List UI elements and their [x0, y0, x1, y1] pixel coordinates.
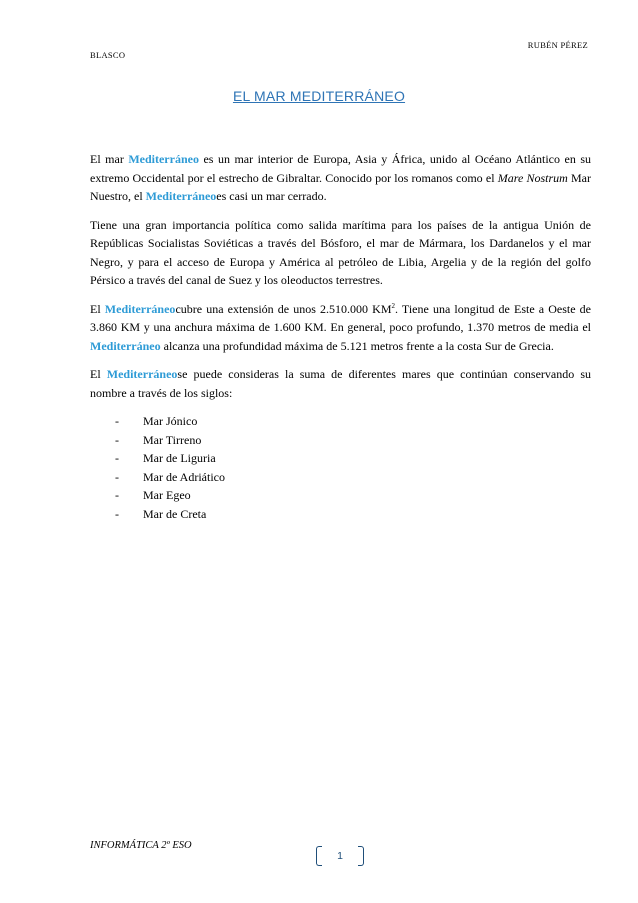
list-bullet: - [115, 506, 119, 521]
seas-list [90, 412, 591, 523]
list-item-label: Mar Tirreno [143, 432, 202, 447]
list-item [115, 449, 591, 468]
paragraph-2: Tiene una gran importancia política como salida marítima para los países de la antigua Unión de Repúblicas Socialistas Soviéticas a través del Bósforo, el mar de Mármara, los Dardanelos y el mar Negro, y para el acceso de Europa y América al petróleo de Libia, Argelia y de la región del golfo Pérsico a través del canal de Suez y los oleoductos terrestres. [90, 217, 591, 287]
list-item-label: Mar Jónico [143, 414, 198, 428]
paragraph-4 [90, 365, 591, 402]
p4-text-a: El [90, 367, 107, 381]
highlight-mediterraneo: Mediterráneo [90, 338, 161, 353]
p1-text-b: es un mar interior de Europa, Asia y África, unido al Océano Atlántico en su extremo Occidental por el estrecho de Gibraltar. Conocido por los romanos como el [90, 152, 591, 185]
p1-text-d: es casi un mar cerrado. [216, 189, 327, 203]
p4-text-b: se puede consideras la suma de diferentes mares que continúan conservando su nombre a través de los siglos: [90, 367, 591, 400]
list-item [115, 431, 591, 450]
list-item [115, 486, 591, 505]
list-item [115, 505, 591, 524]
list-item-label: Mar de Adriático [143, 469, 225, 484]
p3-text-b: cubre una extensión de unos 2.510.000 KM [175, 301, 392, 316]
page-title: EL MAR MEDITERRÁNEO [232, 88, 406, 104]
list-item-label: Mar de Liguria [143, 451, 216, 465]
list-bullet: - [115, 432, 119, 447]
list-item-label: Mar de Creta [143, 506, 207, 521]
highlight-mediterraneo: Mediterráneo [106, 367, 178, 381]
page-number: 1 [337, 850, 343, 862]
list-item-label: Mar Egeo [143, 488, 191, 502]
p3-superscript: 2 [391, 301, 396, 310]
p3-text-d: alcanza una profundidad máxima de 5.121 metros frente a la costa Sur de Grecia. [160, 338, 554, 353]
p1-italic-mare-nostrum: Mare Nostrum [497, 170, 568, 185]
page-number-bracket-right [358, 846, 364, 866]
highlight-mediterraneo: Mediterráneo [104, 301, 176, 316]
highlight-mediterraneo: Mediterráneo [145, 189, 217, 203]
list-bullet: - [115, 488, 119, 502]
highlight-mediterraneo: Mediterráneo [128, 152, 199, 166]
list-bullet: - [115, 414, 119, 428]
p1-text-c: Mar Nuestro, el [90, 170, 591, 203]
paragraph-1 [90, 150, 591, 206]
header-author-line1: RUBÉN PÉREZ [527, 40, 588, 50]
p3-text-a: El [90, 301, 105, 316]
footer-course: INFORMÁTICA 2º ESO [90, 840, 192, 851]
paragraph-3 [90, 300, 591, 356]
document-body [90, 150, 591, 523]
list-bullet: - [115, 451, 119, 465]
list-item [115, 412, 591, 431]
list-item [115, 468, 591, 487]
p1-text-a: El mar [90, 152, 129, 166]
header-author-line2: BLASCO [90, 50, 126, 60]
p3-text-c: . Tiene una longitud de Este a Oeste de 3.860 KM y una anchura máxima de 1.600 KM. En general, poco profundo, 1.370 metros de media el [90, 301, 592, 334]
list-bullet: - [115, 469, 119, 484]
